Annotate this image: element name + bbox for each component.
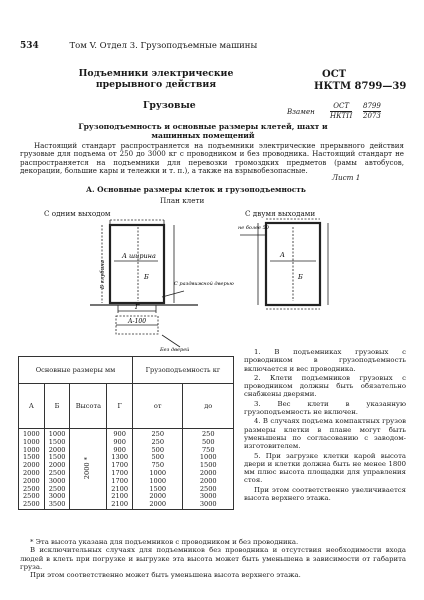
table-cell: 1000 xyxy=(22,437,40,446)
table-cell: 250 xyxy=(151,430,165,438)
note-item: 3. Вес клети в указанную грузоподъемность не включен. xyxy=(244,399,406,417)
document-subtitle: Грузовые xyxy=(143,100,196,111)
table-cell: 250 xyxy=(151,437,165,446)
column-to-values xyxy=(183,429,234,510)
running-header xyxy=(20,41,257,51)
intro-paragraph: Настоящий стандарт распространяется на подъемники электрические прерывного действия грузовые для подъема от 250 до 3000 кг с проводником и без проводника. Настоящий стандарт не распространяется на подъемники для перевозки громоздких предметов (рамы автобусов, декорации, большие кары и тележки и т. п.), а также на взрывобезопасные. xyxy=(20,141,404,176)
table-cell: 2000 xyxy=(199,476,217,485)
plan-two-exits xyxy=(236,217,356,345)
replaced-standard-2 xyxy=(363,102,381,121)
table-cell: 1700 xyxy=(111,468,129,477)
table-cell: 2000 xyxy=(22,468,40,477)
table-cell: 500 xyxy=(201,437,215,446)
table-cell: 1500 xyxy=(149,484,167,493)
header-main-dims: Основные размеры мм xyxy=(19,357,133,384)
table-cell: 1000 xyxy=(149,476,167,485)
col-a: А xyxy=(19,384,45,429)
table-cell: 900 xyxy=(113,437,126,446)
note-item: 2. Клети подъемников грузовых с проводником должны быть обязательно снабжены дверями. xyxy=(244,373,406,399)
table-cell: 1000 xyxy=(22,430,40,438)
note-item: 4. В случаях подъема компактных грузов размеры клетки в плане могут быть уменьшены по согласованию с заводом-изготовителем. xyxy=(244,417,406,451)
table-cell: 2500 xyxy=(199,484,217,493)
table-cell: 750 xyxy=(201,445,215,454)
col-b: Б xyxy=(44,384,70,429)
dimensions-table xyxy=(18,356,234,510)
label-g: Г xyxy=(135,303,140,311)
table-cell: 2500 xyxy=(48,468,66,477)
section-a-heading: А. Основные размеры клеток и грузоподъемность xyxy=(86,185,306,194)
table-cell: 900 xyxy=(113,430,126,438)
label-a-right: А xyxy=(280,251,285,259)
table-cell: 3000 xyxy=(199,492,217,501)
plan-one-exit xyxy=(88,217,234,355)
label-a-width: А ширина xyxy=(122,252,156,260)
col-g: Г xyxy=(107,384,133,429)
col-to: до xyxy=(183,384,234,429)
table-cell: 1000 xyxy=(48,430,66,438)
col-height: Высота xyxy=(70,384,107,429)
table-cell: 2000 xyxy=(22,461,40,470)
table-cell: 3500 xyxy=(48,500,66,509)
table-cell: 3000 xyxy=(48,492,66,501)
two-exits-label: С двумя выходами xyxy=(245,209,316,218)
label-b: Б xyxy=(144,273,149,281)
col-from: от xyxy=(133,384,183,429)
replaced-standard-1 xyxy=(330,102,352,121)
document-title: Подъемники электрические прерывного действия xyxy=(78,68,234,90)
table-cell: 500 xyxy=(151,453,165,462)
table-cell: 1700 xyxy=(111,476,129,485)
replaced-2-top: 8799 xyxy=(363,102,381,110)
section-heading: Грузоподъемность и основные размеры клетей, шахт и машинных помещений xyxy=(78,122,328,140)
standard-designation xyxy=(314,69,406,93)
standard-name: ОСТ xyxy=(322,69,347,80)
table-cell: 2500 xyxy=(48,484,66,493)
header-load: Грузоподъемность кг xyxy=(133,357,234,384)
replaced-1-bottom: НКТП xyxy=(330,112,353,120)
footnotes-block xyxy=(20,538,406,579)
label-a100: А-100 xyxy=(128,318,147,325)
label-door-none: Без дверей xyxy=(160,347,190,353)
table-cell: 2100 xyxy=(111,484,129,493)
note-item: При этом соответственно увеличивается высота верхнего этажа. xyxy=(244,485,406,503)
table-cell: 2100 xyxy=(111,492,129,501)
column-g-values xyxy=(107,429,133,510)
table-cell: 1500 xyxy=(48,453,66,462)
table-cell: 2500 xyxy=(22,484,40,493)
table-cell: 2000 xyxy=(149,492,167,501)
table-cell: 2000 xyxy=(199,468,217,477)
height-value: 2000 * xyxy=(83,457,92,480)
footnote-item: При этом соответственно может быть уменьшена высота верхнего этажа. xyxy=(30,571,301,580)
column-from-values xyxy=(133,429,183,510)
table-cell: 1300 xyxy=(111,453,129,462)
table-cell: 2100 xyxy=(111,500,129,509)
notes-block xyxy=(244,348,406,503)
table-cell: 2000 xyxy=(48,445,66,454)
label-not-more: не более 50 xyxy=(238,225,269,231)
column-b-values xyxy=(44,429,70,510)
table-cell: 2000 xyxy=(22,476,40,485)
height-cell xyxy=(70,429,107,510)
replaced-2-bottom: 2073 xyxy=(363,112,381,120)
table-cell: 750 xyxy=(151,461,165,470)
table-cell: 2500 xyxy=(22,500,40,509)
sheet-label: Лист 1 xyxy=(332,173,361,182)
one-exit-label: С одним выходом xyxy=(44,209,111,218)
table-cell: 3000 xyxy=(48,476,66,485)
plan-label: План клети xyxy=(160,196,205,205)
label-b-depth: Б глубина xyxy=(100,259,106,289)
table-cell: 2000 xyxy=(149,500,167,509)
table-cell: 900 xyxy=(113,445,126,454)
running-title: Том V. Отдел 3. Грузоподъемные машины xyxy=(69,41,258,51)
table-cell: 1000 xyxy=(22,445,40,454)
table-cell: 2500 xyxy=(22,492,40,501)
table-cell: 1000 xyxy=(149,468,167,477)
replaced-label: Взамен xyxy=(287,108,315,116)
page-number: 534 xyxy=(20,41,39,51)
footnote-item: В исключительных случаях для подъемников без проводника и отсутствия необходимости входа людей в клеть при погрузке и выгрузке эта высота может быть уменьшена в зависимости от габарита груза. xyxy=(20,546,406,571)
table-cell: 3000 xyxy=(199,500,217,509)
column-a-values xyxy=(19,429,45,510)
table-cell: 1500 xyxy=(48,437,66,446)
table-cell: 1700 xyxy=(111,461,129,470)
replaced-1-top: ОСТ xyxy=(330,102,352,112)
table-cell: 1000 xyxy=(199,453,217,462)
table-cell: 1500 xyxy=(22,453,40,462)
standard-code: НКТМ 8799—39 xyxy=(314,81,407,92)
table-cell: 1500 xyxy=(199,461,217,470)
table-cell: 250 xyxy=(201,430,215,438)
label-door-sliding: С раздвижной дверью xyxy=(174,281,234,287)
note-item: 5. При загрузке клетки карой высота двери и клетки должна быть не менее 1800 мм плюс высота площадки для управления стоя. xyxy=(244,451,406,485)
table-cell: 500 xyxy=(151,445,165,454)
footnote-item: * Эта высота указана для подъемников с проводником и без проводника. xyxy=(30,538,299,546)
table-cell: 2000 xyxy=(48,461,66,470)
note-item: 1. В подъемниках грузовых с проводником в грузоподъемность включается и вес проводника. xyxy=(244,348,406,373)
label-b-right: Б xyxy=(298,273,303,281)
